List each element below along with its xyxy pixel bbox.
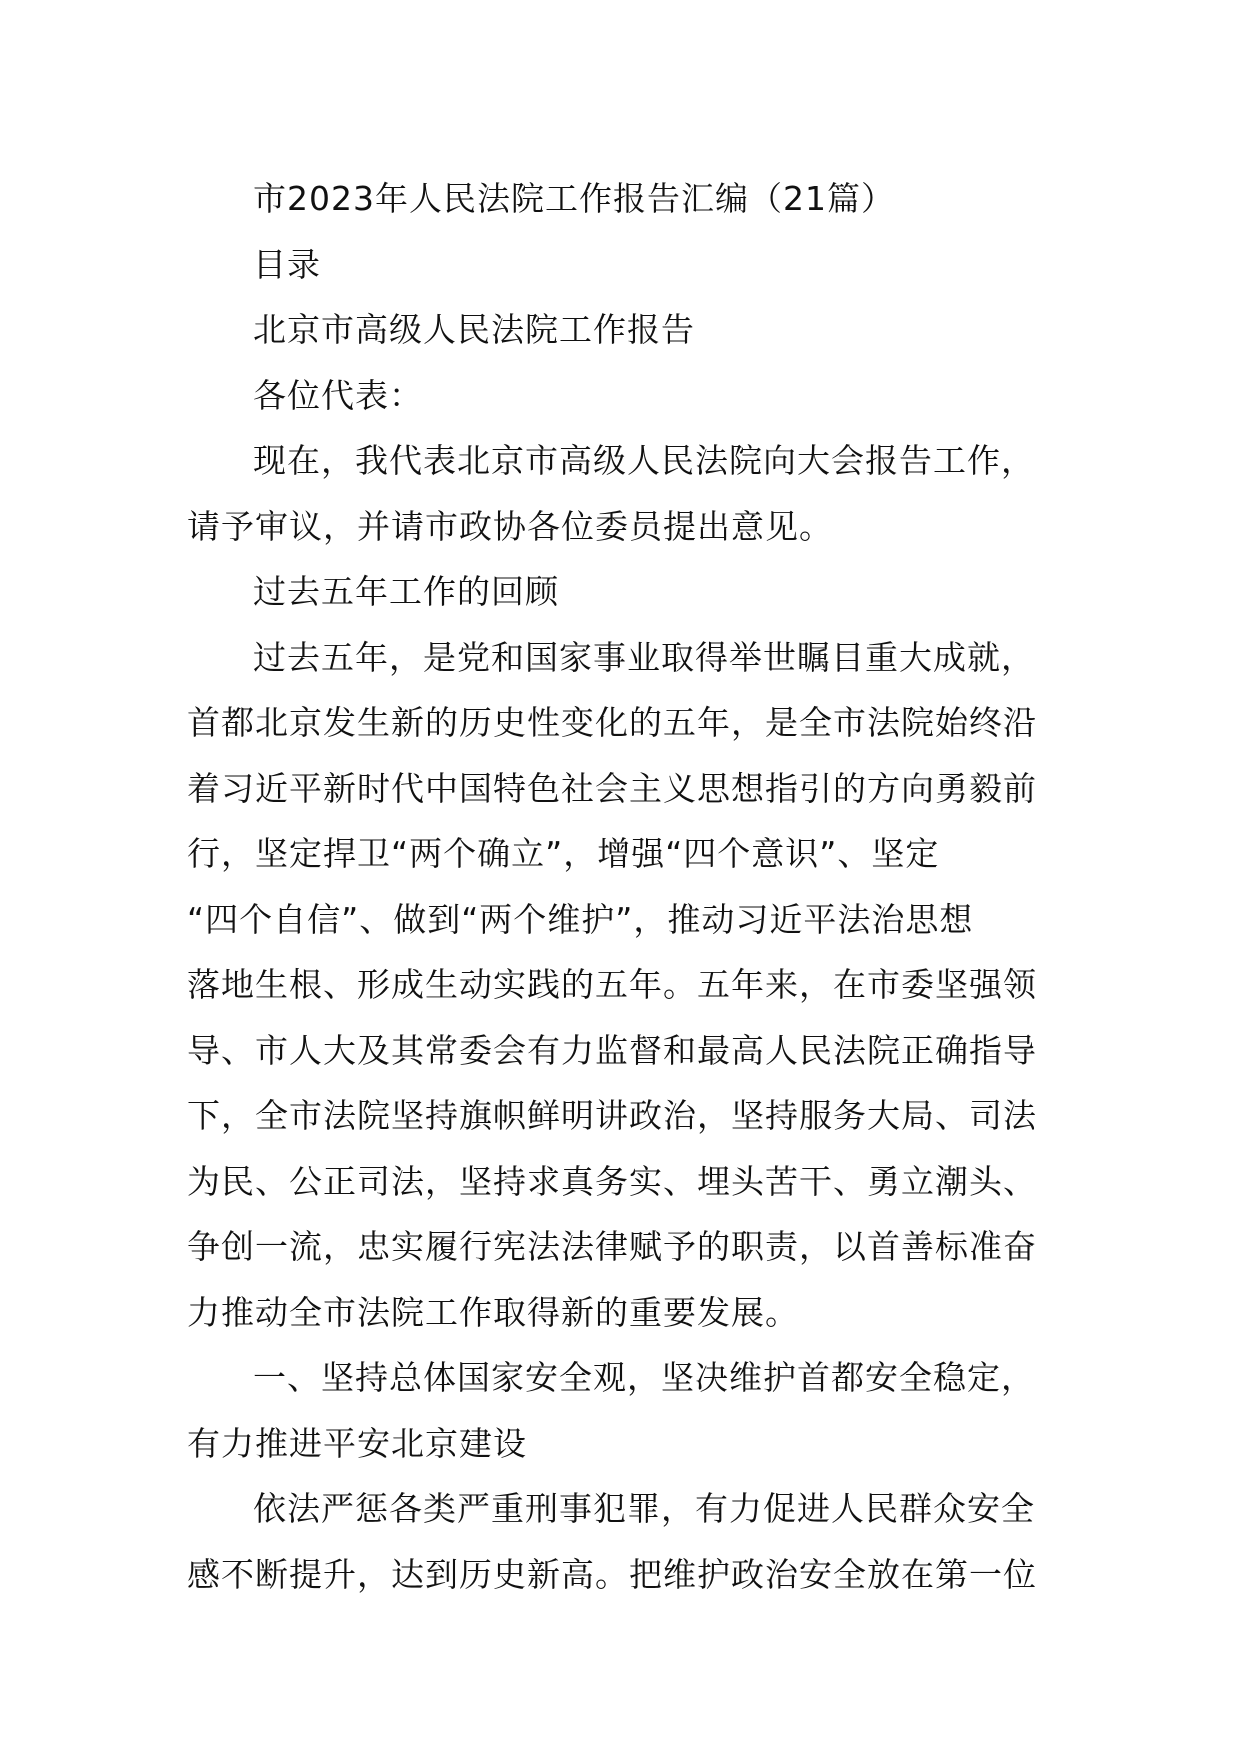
document-body <box>187 166 1055 1607</box>
paragraph-line: 争创一流，忠实履行宪法法律赋予的职责，以首善标准奋 <box>187 1227 1037 1266</box>
salutation: 各位代表： <box>253 375 423 415</box>
document-title: 市2023年人民法院工作报告汇编（21篇） <box>253 179 895 218</box>
paragraph-line: 首都北京发生新的历史性变化的五年，是全市法院始终沿 <box>187 703 1037 742</box>
toc-heading: 目录 <box>253 244 321 284</box>
report-title: 北京市高级人民法院工作报告 <box>253 310 695 349</box>
paragraph-line: 过去五年，是党和国家事业取得举世瞩目重大成就， <box>253 637 1035 677</box>
part-one-paragraph <box>187 1476 1055 1607</box>
paragraph-line: 行，坚定捍卫“两个确立”，增强“四个意识”、坚定 <box>187 834 940 873</box>
section-heading: 过去五年工作的回顾 <box>253 572 559 611</box>
paragraph-line: 依法严惩各类严重刑事犯罪，有力促进人民群众安全 <box>253 1489 1035 1528</box>
paragraph-line: “四个自信”、做到“两个维护”，推动习近平法治思想 <box>187 899 974 939</box>
paragraph-line: 着习近平新时代中国特色社会主义思想指引的方向勇毅前 <box>187 768 1037 808</box>
paragraph-line: 为民、公正司法，坚持求真务实、埋头苦干、勇立潮头、 <box>187 1161 1037 1201</box>
paragraph-line: 现在，我代表北京市高级人民法院向大会报告工作， <box>253 441 1035 480</box>
paragraph-line: 下，全市法院坚持旗帜鲜明讲政治，坚持服务大局、司法 <box>187 1096 1037 1135</box>
review-paragraph <box>187 625 1055 1346</box>
paragraph-line: 感不断提升，达到历史新高。把维护政治安全放在第一位 <box>187 1554 1037 1594</box>
paragraph-line: 力推动全市法院工作取得新的重要发展。 <box>187 1292 799 1332</box>
heading-line: 有力推进平安北京建设 <box>187 1423 527 1463</box>
part-one-heading <box>187 1345 1055 1476</box>
intro-paragraph <box>187 428 1055 559</box>
paragraph-line: 落地生根、形成生动实践的五年。五年来，在市委坚强领 <box>187 965 1037 1004</box>
paragraph-line: 请予审议，并请市政协各位委员提出意见。 <box>187 506 833 546</box>
heading-line: 一、坚持总体国家安全观，坚决维护首都安全稳定， <box>253 1358 1035 1397</box>
paragraph-line: 导、市人大及其常委会有力监督和最高人民法院正确指导 <box>187 1030 1037 1070</box>
